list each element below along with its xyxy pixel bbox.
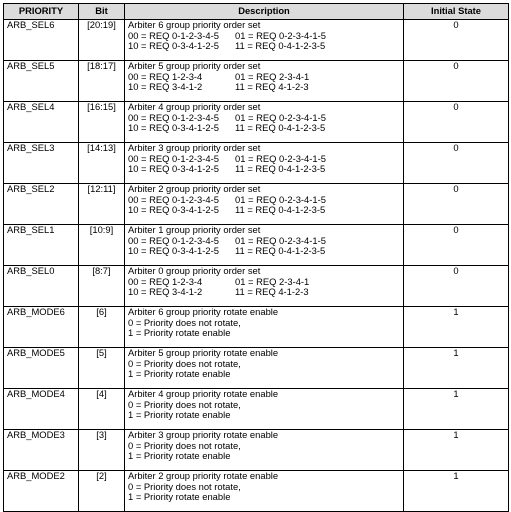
field-description: [125, 102, 404, 143]
option-1: 1 = Priority rotate enable: [128, 491, 231, 503]
option-01: 01 = REQ 0-2-3-4-1-5: [235, 111, 326, 123]
field-description: [125, 61, 404, 102]
option-10: 10 = REQ 3-4-1-2: [128, 286, 203, 298]
option-01: 01 = REQ 2-3-4-1: [235, 70, 310, 82]
table-row: [4, 307, 509, 348]
field-initial-state: 0: [404, 20, 509, 61]
description-title: Arbiter 3 group priority rotate enable: [128, 429, 279, 440]
description-title: Arbiter 4 group priority rotate enable: [128, 388, 279, 399]
field-name: ARB_MODE3: [4, 430, 79, 471]
field-name: ARB_SEL0: [4, 266, 79, 307]
option-00: 00 = REQ 0-1-2-3-4-5: [128, 29, 219, 41]
field-description: [125, 143, 404, 184]
option-11: 11 = REQ 0-4-1-2-3-5: [235, 122, 326, 134]
table-row: [4, 348, 509, 389]
field-name: ARB_SEL6: [4, 20, 79, 61]
table-row: [4, 143, 509, 184]
option-0: 0 = Priority does not rotate,: [128, 439, 241, 451]
option-1: 1 = Priority rotate enable: [128, 368, 231, 380]
field-initial-state: 1: [404, 389, 509, 430]
field-initial-state: 1: [404, 307, 509, 348]
option-01: 01 = REQ 0-2-3-4-1-5: [235, 234, 326, 246]
option-11: 11 = REQ 0-4-1-2-3-5: [235, 40, 326, 52]
field-bit: [14:13]: [79, 143, 125, 184]
field-description: [125, 348, 404, 389]
field-name: ARB_MODE4: [4, 389, 79, 430]
option-00: 00 = REQ 1-2-3-4: [128, 275, 203, 287]
field-description: [125, 471, 404, 512]
description-title: Arbiter 2 group priority rotate enable: [128, 470, 279, 481]
option-01: 01 = REQ 0-2-3-4-1-5: [235, 193, 326, 205]
option-1: 1 = Priority rotate enable: [128, 327, 231, 339]
header-priority: PRIORITY: [4, 4, 79, 20]
option-11: 11 = REQ 0-4-1-2-3-5: [235, 163, 326, 175]
field-bit: [8:7]: [79, 266, 125, 307]
option-10: 10 = REQ 0-3-4-1-2-5: [128, 245, 219, 257]
header-bit: Bit: [79, 4, 125, 20]
field-initial-state: 0: [404, 225, 509, 266]
field-description: [125, 430, 404, 471]
field-description: [125, 266, 404, 307]
table-row: [4, 225, 509, 266]
description-title: Arbiter 1 group priority order set: [128, 224, 261, 235]
option-11: 11 = REQ 0-4-1-2-3-5: [235, 204, 326, 216]
field-bit: [12:11]: [79, 184, 125, 225]
field-name: ARB_SEL4: [4, 102, 79, 143]
option-10: 10 = REQ 0-3-4-1-2-5: [128, 163, 219, 175]
description-title: Arbiter 3 group priority order set: [128, 142, 261, 153]
option-10: 10 = REQ 3-4-1-2: [128, 81, 203, 93]
option-10: 10 = REQ 0-3-4-1-2-5: [128, 204, 219, 216]
description-title: Arbiter 0 group priority order set: [128, 265, 261, 276]
option-10: 10 = REQ 0-3-4-1-2-5: [128, 40, 219, 52]
description-title: Arbiter 5 group priority order set: [128, 60, 261, 71]
field-initial-state: 0: [404, 102, 509, 143]
field-initial-state: 0: [404, 184, 509, 225]
field-name: ARB_MODE2: [4, 471, 79, 512]
description-title: Arbiter 6 group priority rotate enable: [128, 306, 279, 317]
register-table-container: [3, 3, 509, 512]
field-name: ARB_MODE6: [4, 307, 79, 348]
field-name: ARB_SEL5: [4, 61, 79, 102]
table-row: [4, 471, 509, 512]
field-bit: [4]: [79, 389, 125, 430]
option-00: 00 = REQ 0-1-2-3-4-5: [128, 152, 219, 164]
field-name: ARB_SEL2: [4, 184, 79, 225]
field-description: [125, 389, 404, 430]
header-description: Description: [125, 4, 404, 20]
option-1: 1 = Priority rotate enable: [128, 409, 231, 421]
option-11: 11 = REQ 4-1-2-3: [235, 286, 309, 298]
table-row: [4, 430, 509, 471]
field-bit: [18:17]: [79, 61, 125, 102]
field-name: ARB_SEL3: [4, 143, 79, 184]
table-row: [4, 20, 509, 61]
description-title: Arbiter 2 group priority order set: [128, 183, 261, 194]
option-10: 10 = REQ 0-3-4-1-2-5: [128, 122, 219, 134]
field-description: [125, 184, 404, 225]
option-00: 00 = REQ 0-1-2-3-4-5: [128, 111, 219, 123]
option-11: 11 = REQ 0-4-1-2-3-5: [235, 245, 326, 257]
field-bit: [5]: [79, 348, 125, 389]
option-1: 1 = Priority rotate enable: [128, 450, 231, 462]
description-title: Arbiter 5 group priority rotate enable: [128, 347, 279, 358]
option-00: 00 = REQ 0-1-2-3-4-5: [128, 234, 219, 246]
field-bit: [3]: [79, 430, 125, 471]
field-description: [125, 20, 404, 61]
field-name: ARB_MODE5: [4, 348, 79, 389]
field-bit: [2]: [79, 471, 125, 512]
field-initial-state: 1: [404, 348, 509, 389]
option-00: 00 = REQ 0-1-2-3-4-5: [128, 193, 219, 205]
table-row: [4, 61, 509, 102]
field-bit: [6]: [79, 307, 125, 348]
option-0: 0 = Priority does not rotate,: [128, 316, 241, 328]
description-title: Arbiter 4 group priority order set: [128, 101, 261, 112]
register-table: [3, 3, 509, 512]
field-name: ARB_SEL1: [4, 225, 79, 266]
table-row: [4, 266, 509, 307]
field-initial-state: 1: [404, 471, 509, 512]
option-01: 01 = REQ 2-3-4-1: [235, 275, 310, 287]
field-initial-state: 0: [404, 266, 509, 307]
table-header-row: [4, 4, 509, 20]
table-row: [4, 184, 509, 225]
field-initial-state: 0: [404, 61, 509, 102]
field-bit: [16:15]: [79, 102, 125, 143]
option-0: 0 = Priority does not rotate,: [128, 357, 241, 369]
field-bit: [10:9]: [79, 225, 125, 266]
table-row: [4, 102, 509, 143]
table-row: [4, 389, 509, 430]
description-title: Arbiter 6 group priority order set: [128, 19, 261, 30]
field-bit: [20:19]: [79, 20, 125, 61]
option-11: 11 = REQ 4-1-2-3: [235, 81, 309, 93]
option-0: 0 = Priority does not rotate,: [128, 398, 241, 410]
field-description: [125, 225, 404, 266]
header-initial-state: Initial State: [404, 4, 509, 20]
field-description: [125, 307, 404, 348]
field-initial-state: 0: [404, 143, 509, 184]
option-01: 01 = REQ 0-2-3-4-1-5: [235, 29, 326, 41]
option-01: 01 = REQ 0-2-3-4-1-5: [235, 152, 326, 164]
field-initial-state: 1: [404, 430, 509, 471]
option-00: 00 = REQ 1-2-3-4: [128, 70, 203, 82]
option-0: 0 = Priority does not rotate,: [128, 480, 241, 492]
